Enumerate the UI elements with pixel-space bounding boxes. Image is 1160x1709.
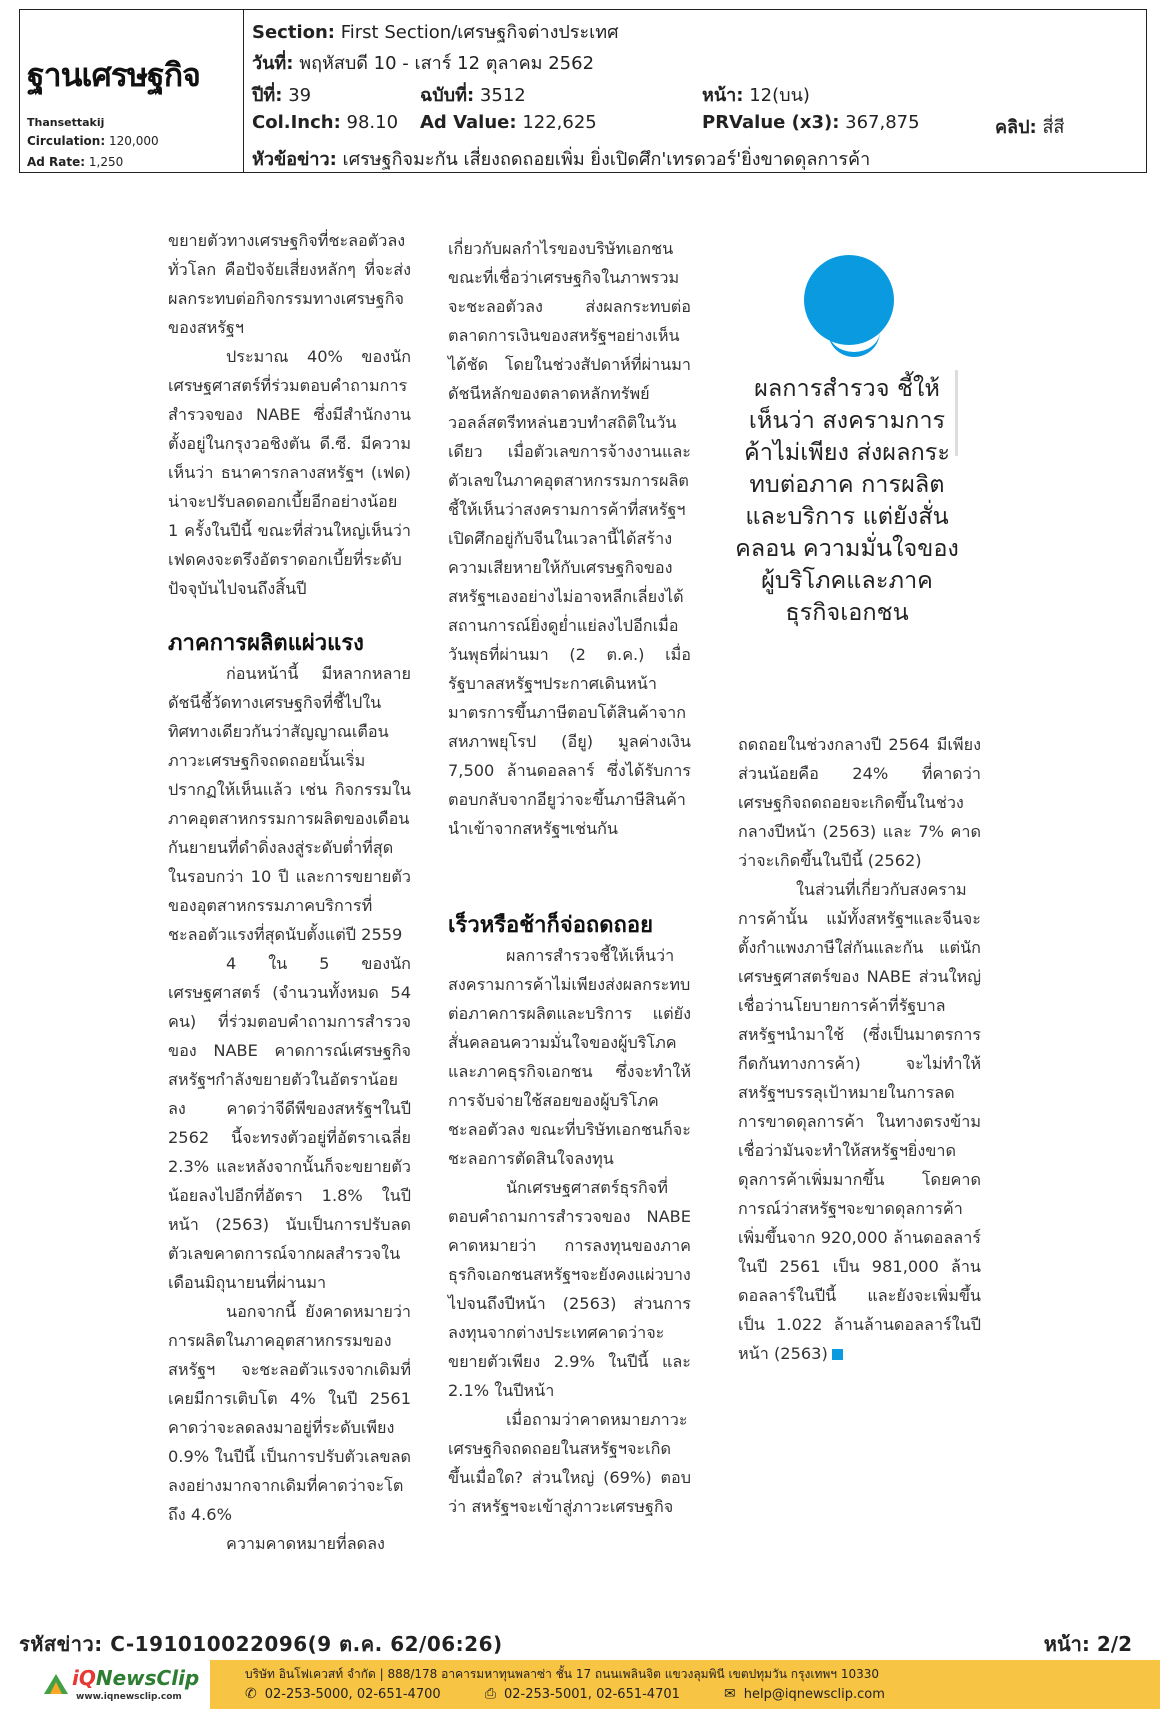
publication-logo: ฐานเศรษฐกิจ	[27, 56, 200, 94]
email-contact[interactable]: ✉ help@iqnewsclip.com	[724, 1686, 885, 1702]
pull-quote: ผลการสำรวจ ชี้ให้เห็นว่า สงครามการค้าไม่เพียง ส่งผลกระทบต่อภาค การผลิตและบริการ แต่ยังสั่นคลอน ความมั่นใจของ ผู้บริโภคและภาค ธุรกิจเอกชน	[735, 374, 959, 626]
clip-metadata	[252, 10, 1146, 172]
article-column-1	[168, 226, 411, 1558]
paragraph: นักเศรษฐศาสตร์ธุรกิจที่ตอบคำถามการสำรวจของ NABE คาดหมายว่า การลงทุนของภาคธุรกิจเอกชนสหรัฐฯจะยังคงแผ่วบางไปจนถึงปีหน้า (2563) ส่วนการลงทุนจากต่างประเทศคาดว่าจะขยายตัวเพียง 2.9% ในปีนี้ และ 2.1% ในปีหน้า	[448, 1178, 691, 1400]
contact-line	[245, 1686, 925, 1702]
phone-icon: ✆	[245, 1686, 257, 1702]
ad-rate: Ad Rate: 1,250	[27, 155, 124, 169]
logo-text: iQNewsClip	[72, 1666, 200, 1690]
paragraph: ก่อนหน้านี้ มีหลากหลายดัชนีชี้วัดทางเศรษฐกิจที่ชี้ไปในทิศทางเดียวกันว่าสัญญาณเตือนภาวะเศรษฐกิจถดถอยนั้นเริ่มปรากฏให้เห็นแล้ว เช่น กิจกรรมในภาคอุตสาหกรรมการผลิตของเดือนกันยายนที่ดำดิ่งลงสู่ระดับต่ำที่สุดในรอบกว่า 10 ปี และการขยายตัวของอุตสาหกรรมภาคบริการที่ชะลอตัวแรงที่สุดนับตั้งแต่ปี 2559	[168, 664, 411, 944]
page-indicator: หน้า: 2/2	[1043, 1632, 1132, 1656]
paragraph: เมื่อถามว่าคาดหมายภาวะเศรษฐกิจถดถอยในสหรัฐฯจะเกิดขึ้นเมื่อใด? ส่วนใหญ่ (69%) ตอบว่า สหรัฐฯจะเข้าสู่ภาวะเศรษฐกิจ	[448, 1410, 691, 1516]
fax-contact[interactable]: ⎙ 02-253-5001, 02-651-4701	[484, 1686, 680, 1702]
page-number: หน้า: 12(บน)	[702, 85, 810, 106]
leaf-logo-icon	[42, 1670, 70, 1698]
company-address: บริษัท อินโฟเควสท์ จำกัด | 888/178 อาคารมหาทุนพลาซ่า ชั้น 17 ถนนเพลินจิต แขวงลุมพินี เขตปทุมวัน กรุงเทพฯ 10330	[245, 1667, 880, 1681]
paragraph: ผลการสำรวจชี้ให้เห็นว่า สงครามการค้าไม่เพียงส่งผลกระทบต่อภาคการผลิตและบริการ แต่ยังสั่นคลอนความมั่นใจของผู้บริโภคและภาคธุรกิจเอกชน ซึ่งจะทำให้การจับจ่ายใช้สอยของผู้บริโภคชะลอตัวลง ขณะที่บริษัทเอกชนก็จะชะลอการตัดสินใจลงทุน	[448, 946, 691, 1168]
subheading: ภาคการผลิตแผ่วแรง	[168, 631, 364, 656]
date: วันที่: พฤหัสบดี 10 - เสาร์ 12 ตุลาคม 2562	[252, 53, 595, 74]
end-mark-icon	[832, 1349, 843, 1360]
circulation: Circulation: 120,000	[27, 134, 159, 148]
ad-value: Ad Value: 122,625	[420, 112, 597, 133]
fax-icon: ⎙	[484, 1686, 496, 1702]
footer-bar	[0, 1660, 1160, 1709]
publication-info	[20, 10, 244, 172]
year: ปีที่: 39	[252, 85, 312, 106]
phone-contact[interactable]: ✆ 02-253-5000, 02-651-4700	[245, 1686, 441, 1702]
paragraph: ความคาดหมายที่ลดลง	[226, 1534, 385, 1553]
issue: ฉบับที่: 3512	[420, 85, 526, 106]
article-column-3	[738, 730, 981, 1368]
paragraph: ประมาณ 40% ของนักเศรษฐศาสตร์ที่ร่วมตอบคำถามการสำรวจของ NABE ซึ่งมีสำนักงานตั้งอยู่ในกรุงวอชิงตัน ดี.ซี. มีความเห็นว่า ธนาคารกลางสหรัฐฯ (เฟด) น่าจะปรับลดดอกเบี้ยอีกอย่างน้อย 1 ครั้งในปีนี้ ขณะที่ส่วนใหญ่เห็นว่าเฟดคงจะตรึงอัตราดอกเบี้ยที่ระดับปัจจุบันไปจนถึงสิ้นปี	[168, 347, 411, 598]
publication-name-en: Thansettakij	[27, 116, 105, 129]
paragraph: 4 ใน 5 ของนักเศรษฐศาสตร์ (จำนวนทั้งหมด 54 คน) ที่ร่วมตอบคำถามการสำรวจของ NABE คาดการณ์เศรษฐกิจสหรัฐฯกำลังขยายตัวในอัตราน้อยลง คาดว่าจีดีพีของสหรัฐฯในปี 2562 นี้จะทรงตัวอยู่ที่อัตราเฉลี่ย 2.3% และหลังจากนั้นก็จะขยายตัวน้อยลงไปอีกที่อัตรา 1.8% ในปีหน้า (2563) นับเป็นการปรับลดตัวเลขคาดการณ์จากผลสำรวจในเดือนมิถุนายนที่ผ่านมา	[168, 954, 411, 1292]
contact-bar	[210, 1660, 1160, 1709]
article-column-2	[448, 234, 691, 1521]
subheading: เร็วหรือช้าก็จ่อถดถอย	[448, 913, 653, 938]
paragraph: ขยายตัวทางเศรษฐกิจที่ชะลอตัวลงทั่วโลก คือปัจจัยเสี่ยงหลักๆ ที่จะส่งผลกระทบต่อกิจกรรมทางเศรษฐกิจของสหรัฐฯ	[168, 231, 411, 337]
pr-value: PRValue (x3): 367,875	[702, 112, 920, 133]
email-icon: ✉	[724, 1686, 736, 1702]
paragraph: เกี่ยวกับผลกำไรของบริษัทเอกชน ขณะที่เชื่อว่าเศรษฐกิจในภาพรวมจะชะลอตัวลง ส่งผลกระทบต่อตลาดการเงินของสหรัฐฯอย่างเห็นได้ชัด โดยในช่วงสัปดาห์ที่ผ่านมา ดัชนีหลักของตลาดหลักทรัพย์วอลล์สตรีทหล่นฮวบทำสถิติในวันเดียว เมื่อตัวเลขการจ้างงานและตัวเลขในภาคอุตสาหกรรมการผลิตชี้ให้เห็นว่าสงครามการค้าที่สหรัฐฯเปิดศึกอยู่กับจีนในเวลานี้ได้สร้างความเสียหายให้กับเศรษฐกิจของสหรัฐฯเองอย่างไม่อาจหลีกเลี่ยงได้ สถานการณ์ยิ่งดูย่ำแย่ลงไปอีกเมื่อวันพุธที่ผ่านมา (2 ต.ค.) เมื่อรัฐบาลสหรัฐฯประกาศเดินหน้ามาตรการขึ้นภาษีตอบโต้สินค้าจากสหภาพยุโรป (อียู) มูลค่างเงิน 7,500 ล้านดอลลาร์ ซึ่งได้รับการตอบกลับจากอียูว่าจะขึ้นภาษีสินค้านำเข้าจากสหรัฐฯเช่นกัน	[448, 239, 691, 838]
paragraph: นอกจากนี้ ยังคาดหมายว่า การผลิตในภาคอุตสาหกรรมของสหรัฐฯ จะชะลอตัวแรงจากเดิมที่เคยมีการเติบโต 4% ในปี 2561 คาดว่าจะลดลงมาอยู่ที่ระดับเพียง 0.9% ในปีนี้ เป็นการปรับตัวเลขลดลงอย่างมากจากเดิมที่คาดว่าจะโตถึง 4.6%	[168, 1302, 411, 1524]
section: Section: First Section/เศรษฐกิจต่างประเทศ	[252, 22, 619, 43]
headline: หัวข้อข่าว: เศรษฐกิจมะกัน เสี่ยงถดถอยเพิ่ม ยิ่งเปิดศึก'เทรดวอร์'ยิ่งขาดดุลการค้า	[252, 149, 871, 170]
news-code: รหัสข่าว: C-191010022096(9 ต.ค. 62/06:26)	[19, 1632, 503, 1656]
clip-color: คลิป: สี่สี	[995, 117, 1065, 138]
clip-header	[19, 9, 1147, 173]
paragraph: ในส่วนที่เกี่ยวกับสงครามการค้านั้น แม้ทั้งสหรัฐฯและจีนจะตั้งกำแพงภาษีใส่กันและกัน แต่นักเศรษฐศาสตร์ของ NABE ส่วนใหญ่เชื่อว่านโยบายการค้าที่รัฐบาลสหรัฐฯนำมาใช้ (ซึ่งเป็นมาตรการกีดกันทางการค้า) จะไม่ทำให้สหรัฐฯบรรลุเป้าหมายในการลดการขาดดุลการค้า ในทางตรงข้ามเชื่อว่ามันจะทำให้สหรัฐฯยิ่งขาดดุลการค้าเพิ่มมากขึ้น โดยคาดการณ์ว่าสหรัฐฯจะขาดดุลการค้าเพิ่มขึ้นจาก 920,000 ล้านดอลลาร์ในปี 2561 เป็น 981,000 ล้านดอลลาร์ในปีนี้ และยังจะเพิ่มขึ้นเป็น 1.022 ล้านล้านดอลลาร์ในปีหน้า (2563)	[738, 880, 981, 1363]
iqnewsclip-logo[interactable]	[42, 1666, 202, 1706]
col-inch: Col.Inch: 98.10	[252, 112, 399, 133]
speech-bubble-tail	[828, 326, 880, 357]
paragraph: ถดถอยในช่วงกลางปี 2564 มีเพียงส่วนน้อยคือ 24% ที่คาดว่าเศรษฐกิจถดถอยจะเกิดขึ้นในช่วงกลางปีหน้า (2563) และ 7% คาดว่าจะเกิดขึ้นในปีนี้ (2562)	[738, 735, 981, 870]
logo-url: www.iqnewsclip.com	[76, 1692, 182, 1702]
